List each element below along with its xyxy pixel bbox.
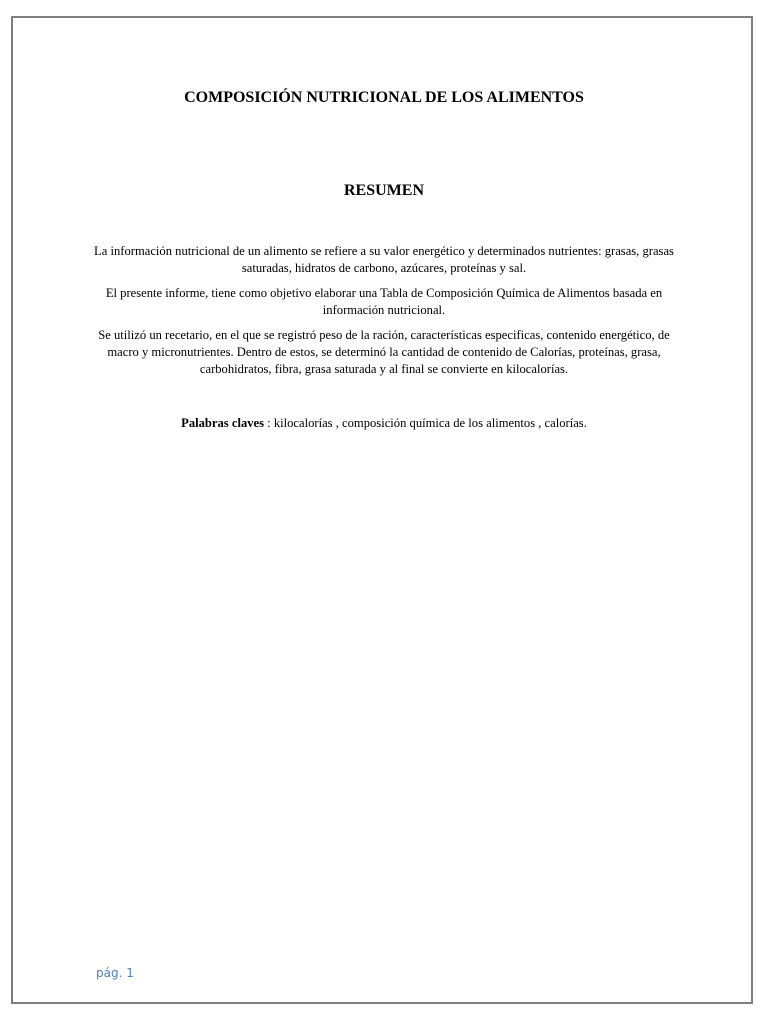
abstract-paragraph: El presente informe, tiene como objetivo elaborar una Tabla de Composición Química de Alimentos basada en información nutricional. xyxy=(105,286,663,317)
abstract-paragraph: Se utilizó un recetario, en el que se registró peso de la ración, características especificas, contenido energético, de macro y micronutrientes. Dentro de estos, se determinó la cantidad de contenido de Calorías, proteínas, grasa, carbohidratos, fibra, grasa saturada y al final se convierte en kilocalorías. xyxy=(98,328,670,376)
document-title: COMPOSICIÓN NUTRICIONAL DE LOS ALIMENTOS xyxy=(184,89,584,106)
keywords-label: Palabras claves xyxy=(181,416,265,430)
keywords-line xyxy=(13,415,755,432)
document-page xyxy=(11,16,753,1004)
section-heading: RESUMEN xyxy=(343,182,424,199)
abstract-paragraph: La información nutricional de un alimento se refiere a su valor energético y determinados nutrientes: grasas, grasas saturadas, hidratos de carbono, azúcares, proteínas y sal. xyxy=(94,244,674,275)
keywords-text: : kilocalorías , composición química de los alimentos , calorías. xyxy=(264,416,587,430)
page-number: pág. 1 xyxy=(96,966,134,980)
abstract-body xyxy=(85,243,683,386)
